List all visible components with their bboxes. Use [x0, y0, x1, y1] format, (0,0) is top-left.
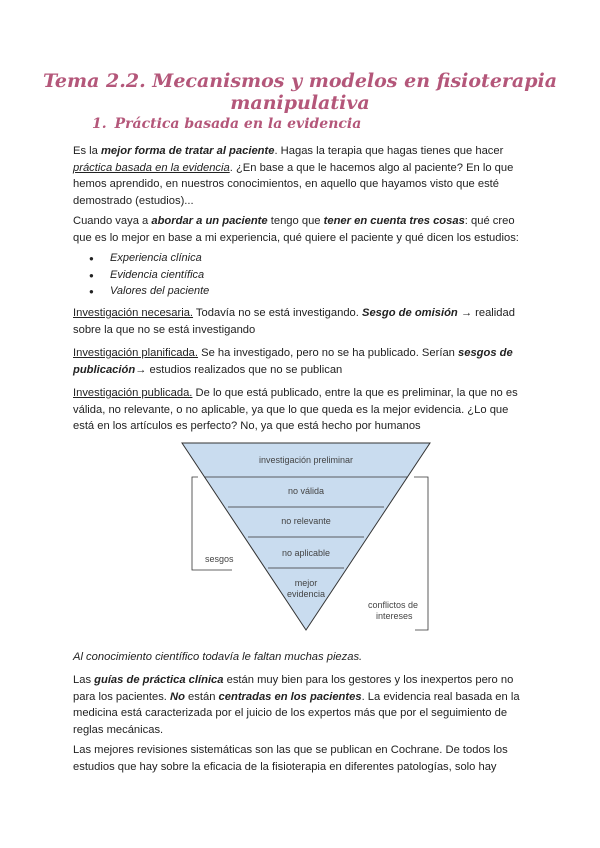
conflicts-label: intereses — [376, 611, 413, 621]
emphasis-underline: práctica basada en la evidencia — [73, 161, 230, 174]
paragraph-necessary-research — [73, 305, 528, 338]
figure-caption: Al conocimiento científico todavía le faltan muchas piezas. — [73, 651, 363, 663]
text: → realidad sobre la que no se está investigando — [73, 307, 515, 336]
evidence-pyramid-diagram — [172, 440, 442, 640]
text: Todavía no se está investigando. — [193, 307, 362, 319]
underlined-label: Investigación publicada. — [73, 387, 193, 399]
section-number: 1. — [92, 116, 107, 132]
emphasis: No — [170, 690, 185, 703]
list-item: ● Evidencia científica — [73, 267, 209, 284]
text: . Hagas la terapia que hagas tienes que hacer — [274, 145, 504, 157]
level-label: investigación preliminar — [258, 455, 354, 465]
text: Las — [73, 674, 95, 686]
paragraph-published-research — [73, 385, 528, 435]
paragraph-three-things — [73, 213, 528, 246]
text: tengo que — [267, 215, 324, 227]
emphasis: tener en cuenta tres cosas — [323, 215, 465, 227]
text: → estudios realizados que no se publican — [135, 363, 343, 376]
emphasis: abordar a un paciente — [151, 215, 268, 227]
underlined-label: Investigación necesaria. — [73, 307, 194, 319]
evidence-pyramid-svg — [172, 440, 442, 635]
underlined-label: Investigación planificada. — [73, 347, 199, 359]
paragraph-planned-research — [73, 345, 528, 378]
emphasis: Sesgo de omisión — [362, 307, 458, 319]
text: están muy bien para los gestores y los inexpertos pero no para los pacientes. — [73, 674, 514, 703]
document-title: Tema 2.2. Mecanismos y modelos en fisioterapia manipulativa — [42, 70, 558, 114]
section-label: Práctica basada en la evidencia — [114, 116, 362, 132]
level-label: no válida — [287, 486, 325, 496]
level-label: no relevante — [281, 516, 331, 526]
text: . ¿En base a que le hacemos algo al paciente? En lo que hemos aprendido, en nuestros conocimientos, en aquello que hayamos visto que esté demostrado (estudios)... — [73, 161, 514, 207]
bullet-list — [73, 250, 209, 300]
text: Las mejores revisiones sistemáticas son las que se publican en Cochrane. De todos los estudios que hay sobre la eficacia de la fisioterapia en diferentes patologías, solo hay — [73, 744, 508, 773]
tip-label: evidencia — [286, 589, 326, 599]
emphasis: centradas en los pacientes — [218, 690, 362, 703]
text: Es la — [73, 145, 101, 157]
emphasis: guías de práctica clínica — [94, 674, 224, 686]
emphasis: sesgos de publicación — [73, 347, 513, 376]
paragraph-clinical-guides — [73, 672, 528, 738]
emphasis: mejor forma de tratar al paciente — [100, 145, 275, 157]
text: Se ha investigado, pero no se ha publicado. Serían — [198, 347, 458, 359]
paragraph-cochrane — [73, 742, 528, 775]
bias-label: sesgos — [205, 554, 234, 564]
conflicts-label: conflictos de — [368, 600, 419, 610]
text: . La evidencia real basada en la medicina está caracterizada por el juicio de los expertos más que por el seguimiento de reglas mecánicas. — [73, 690, 520, 736]
level-label: no aplicable — [281, 548, 331, 558]
paragraph-definition — [73, 143, 528, 209]
text: Cuando vaya a — [73, 215, 152, 227]
text: : qué creo que es lo mejor en base a mi experiencia, qué quiere el paciente y qué dicen los estudios: — [73, 215, 519, 244]
section-heading — [92, 116, 361, 132]
text: De lo que está publicado, entre la que es preliminar, la que no es válida, no relevante, o no aplicable, ya que lo que queda es la mejor evidencia. ¿Lo que está en los artículos es perfecto? No, ya que está hecho por humanos — [73, 387, 518, 432]
list-item: ● Experiencia clínica — [73, 250, 209, 267]
list-item: ● Valores del paciente — [73, 283, 209, 300]
text: están — [184, 690, 219, 703]
tip-label: mejor — [294, 578, 318, 588]
